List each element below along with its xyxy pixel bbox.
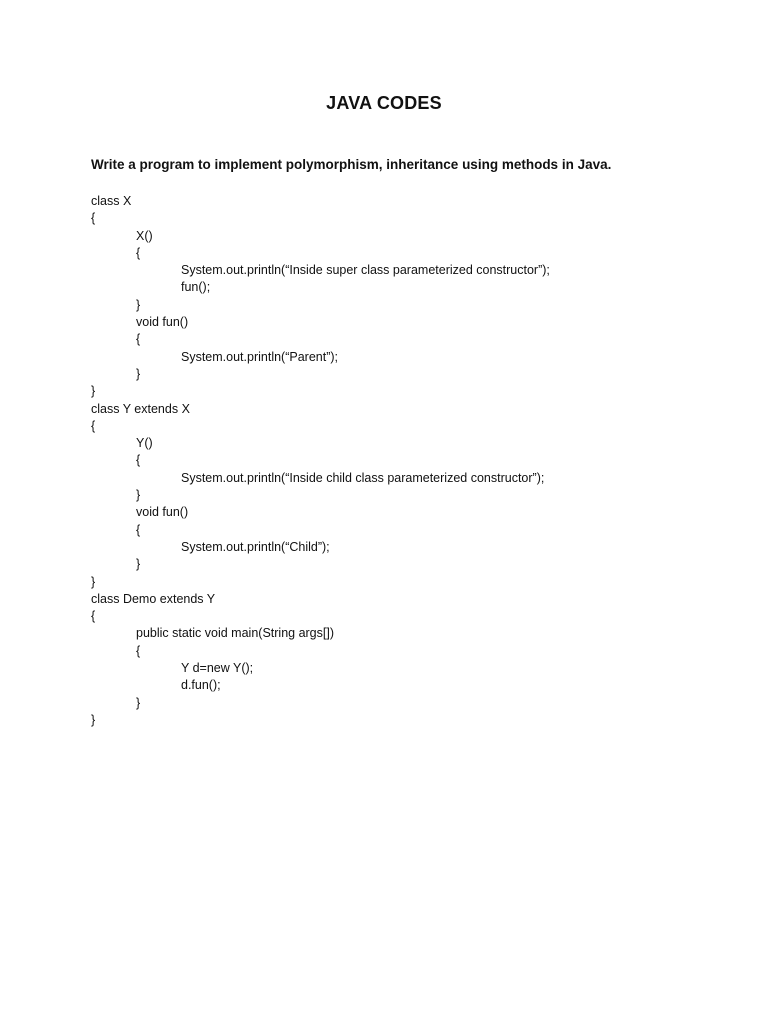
code-line: { (136, 245, 141, 260)
code-line: } (91, 384, 96, 399)
code-line: } (136, 366, 141, 381)
code-line: { (136, 643, 141, 658)
code-line: } (136, 488, 141, 503)
code-line: class Demo extends Y (91, 591, 216, 606)
code-block (91, 193, 711, 729)
code-line: public static void main(String args[]) (136, 626, 334, 641)
code-line: Y d=new Y(); (181, 661, 254, 676)
code-line: { (136, 453, 141, 468)
code-line: } (136, 297, 141, 312)
code-line: fun(); (181, 280, 211, 295)
code-line: System.out.println(“Parent”); (181, 349, 338, 364)
page-title: JAVA CODES (326, 93, 442, 113)
code-line: { (91, 211, 96, 226)
code-line: X() (136, 228, 153, 243)
question-text: Write a program to implement polymorphism, inheritance using methods in Java. (91, 157, 612, 172)
code-line: { (136, 522, 141, 537)
code-line: class Y extends X (91, 401, 190, 416)
code-line: Y() (136, 436, 153, 451)
code-line: } (91, 712, 96, 727)
code-line: void fun() (136, 505, 189, 520)
code-line: System.out.println(“Child”); (181, 539, 330, 554)
code-line: class X (91, 194, 132, 208)
code-line: } (91, 574, 96, 589)
code-line: } (136, 695, 141, 710)
code-line: { (136, 332, 141, 347)
code-line: } (136, 557, 141, 572)
code-line: d.fun(); (181, 678, 221, 693)
code-line: System.out.println(“Inside super class parameterized constructor”); (181, 263, 550, 278)
code-line: { (91, 609, 96, 624)
code-line: void fun() (136, 315, 189, 330)
code-line: { (91, 418, 96, 433)
code-line: System.out.println(“Inside child class parameterized constructor”); (181, 470, 545, 485)
